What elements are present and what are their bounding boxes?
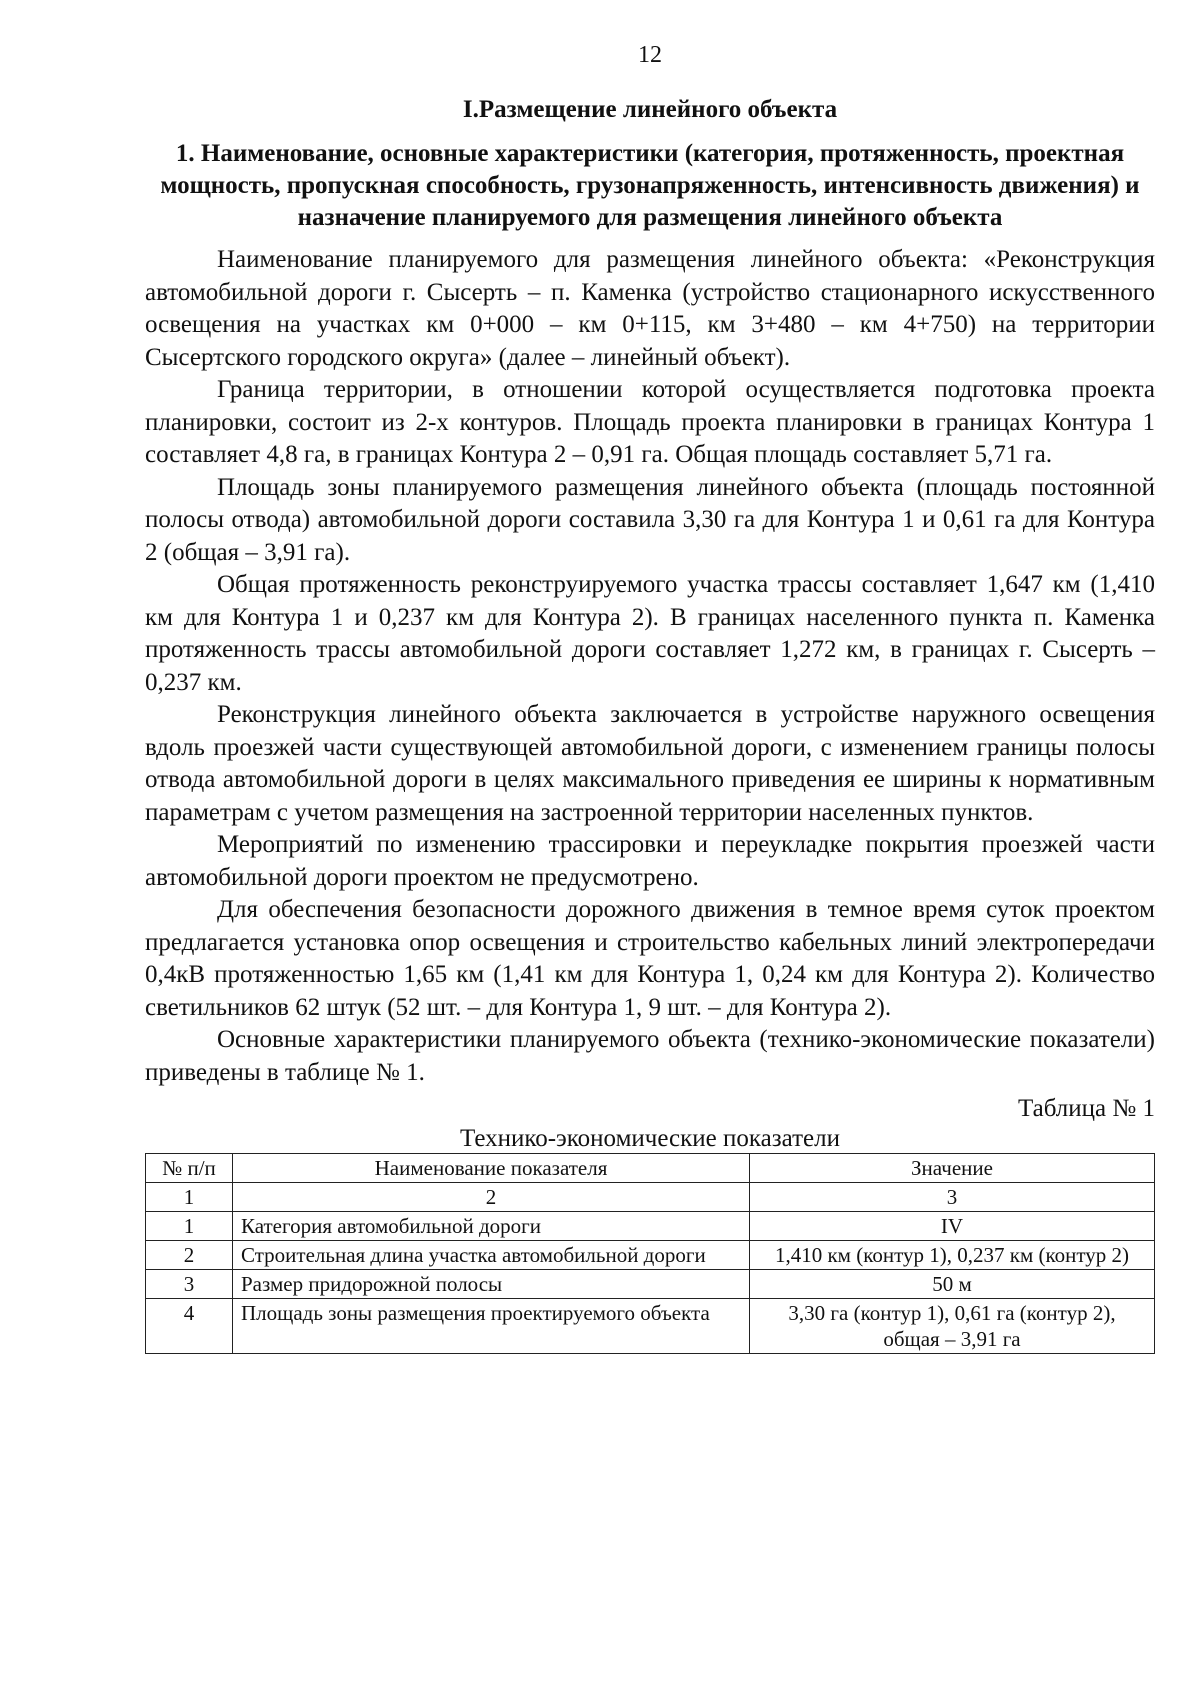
table-label: Таблица № 1 <box>1017 1095 1155 1122</box>
indicator-name-cell: Строительная длина участка автомобильной дороги <box>233 1241 750 1270</box>
header-cell: Наименование показателя <box>233 1154 750 1183</box>
table-title: Технико-экономические показатели <box>460 1125 840 1152</box>
row-number-cell: 1 <box>146 1212 233 1241</box>
paragraph: Общая протяженность реконструируемого участка трассы составляет 1,647 км (1,410 км для Контура 1 и 0,237 км для Контура 2). В границах населенного пункта п. Каменка протяженность трассы автомобильной дороги составляет 1,272 км, в границах г. Сысерть – 0,237 км. <box>145 571 1155 696</box>
indicator-name-cell: Категория автомобильной дороги <box>233 1212 750 1241</box>
paragraph: Наименование планируемого для размещения линейного объекта: «Реконструкция автомобильной дороги г. Сысерть – п. Каменка (устройство стационарного искусственного освещения на участках км 0+000 – км 0+115, км 3+480 – км 4+750) на территории Сысертского городского округа» (далее – линейный объект). <box>145 246 1155 371</box>
indicator-value-cell: 3,30 га (контур 1), 0,61 га (контур 2), общая – 3,91 га <box>750 1299 1155 1354</box>
table-row <box>146 1270 1155 1299</box>
header-cell: № п/п <box>146 1154 233 1183</box>
document-page <box>145 40 1155 1354</box>
row-number-cell: 2 <box>146 1241 233 1270</box>
row-number-cell: 4 <box>146 1299 233 1354</box>
page-number: 12 <box>638 42 662 68</box>
column-number-cell: 3 <box>750 1183 1155 1212</box>
paragraph: Реконструкция линейного объекта заключается в устройстве наружного освещения вдоль проезжей части существующей автомобильной дороги, с изменением границы полосы отвода автомобильной дороги в целях максимального приведения ее ширины к нормативным параметрам с учетом размещения на застроенной территории населенных пунктов. <box>145 701 1155 826</box>
indicator-name-cell: Площадь зоны размещения проектируемого объекта <box>233 1299 750 1354</box>
paragraph: Площадь зоны планируемого размещения линейного объекта (площадь постоянной полосы отвода) автомобильной дороги составила 3,30 га для Контура 1 и 0,61 га для Контура 2 (общая – 3,91 га). <box>145 473 1155 566</box>
table-row <box>146 1299 1155 1354</box>
row-number-cell: 3 <box>146 1270 233 1299</box>
column-number-cell: 1 <box>146 1183 233 1212</box>
paragraph: Основные характеристики планируемого объекта (технико-экономические показатели) приведены в таблице № 1. <box>145 1026 1155 1086</box>
table-row <box>146 1241 1155 1270</box>
indicators-table <box>145 1153 1155 1354</box>
part-title: I.Размещение линейного объекта <box>462 96 838 123</box>
indicator-value-cell: 1,410 км (контур 1), 0,237 км (контур 2) <box>750 1241 1155 1270</box>
indicator-name-cell: Размер придорожной полосы <box>233 1270 750 1299</box>
header-cell: Значение <box>750 1154 1155 1183</box>
indicator-value-cell: 50 м <box>750 1270 1155 1299</box>
section-title: 1. Наименование, основные характеристики (категория, протяженность, проектная мощность, пропускная способность, грузонапряженность, интенсивность движения) и назначение планируемого для размещения линейного объекта <box>160 140 1140 231</box>
paragraph: Мероприятий по изменению трассировки и переукладке покрытия проезжей части автомобильной дороги проектом не предусмотрено. <box>145 831 1155 891</box>
table-column-numbers-row <box>146 1183 1155 1212</box>
paragraph: Для обеспечения безопасности дорожного движения в темное время суток проектом предлагается установка опор освещения и строительство кабельных линий электропередачи 0,4кВ протяженностью 1,65 км (1,41 км для Контура 1, 0,24 км для Контура 2). Количество светильников 62 штук (52 шт. – для Контура 1, 9 шт. – для Контура 2). <box>145 896 1155 1021</box>
paragraph: Граница территории, в отношении которой осуществляется подготовка проекта планировки, состоит из 2-х контуров. Площадь проекта планировки в границах Контура 1 составляет 4,8 га, в границах Контура 2 – 0,91 га. Общая площадь составляет 5,71 га. <box>145 376 1155 468</box>
indicator-value-cell: IV <box>750 1212 1155 1241</box>
table-row <box>146 1212 1155 1241</box>
column-number-cell: 2 <box>233 1183 750 1212</box>
table-header-row <box>146 1154 1155 1183</box>
